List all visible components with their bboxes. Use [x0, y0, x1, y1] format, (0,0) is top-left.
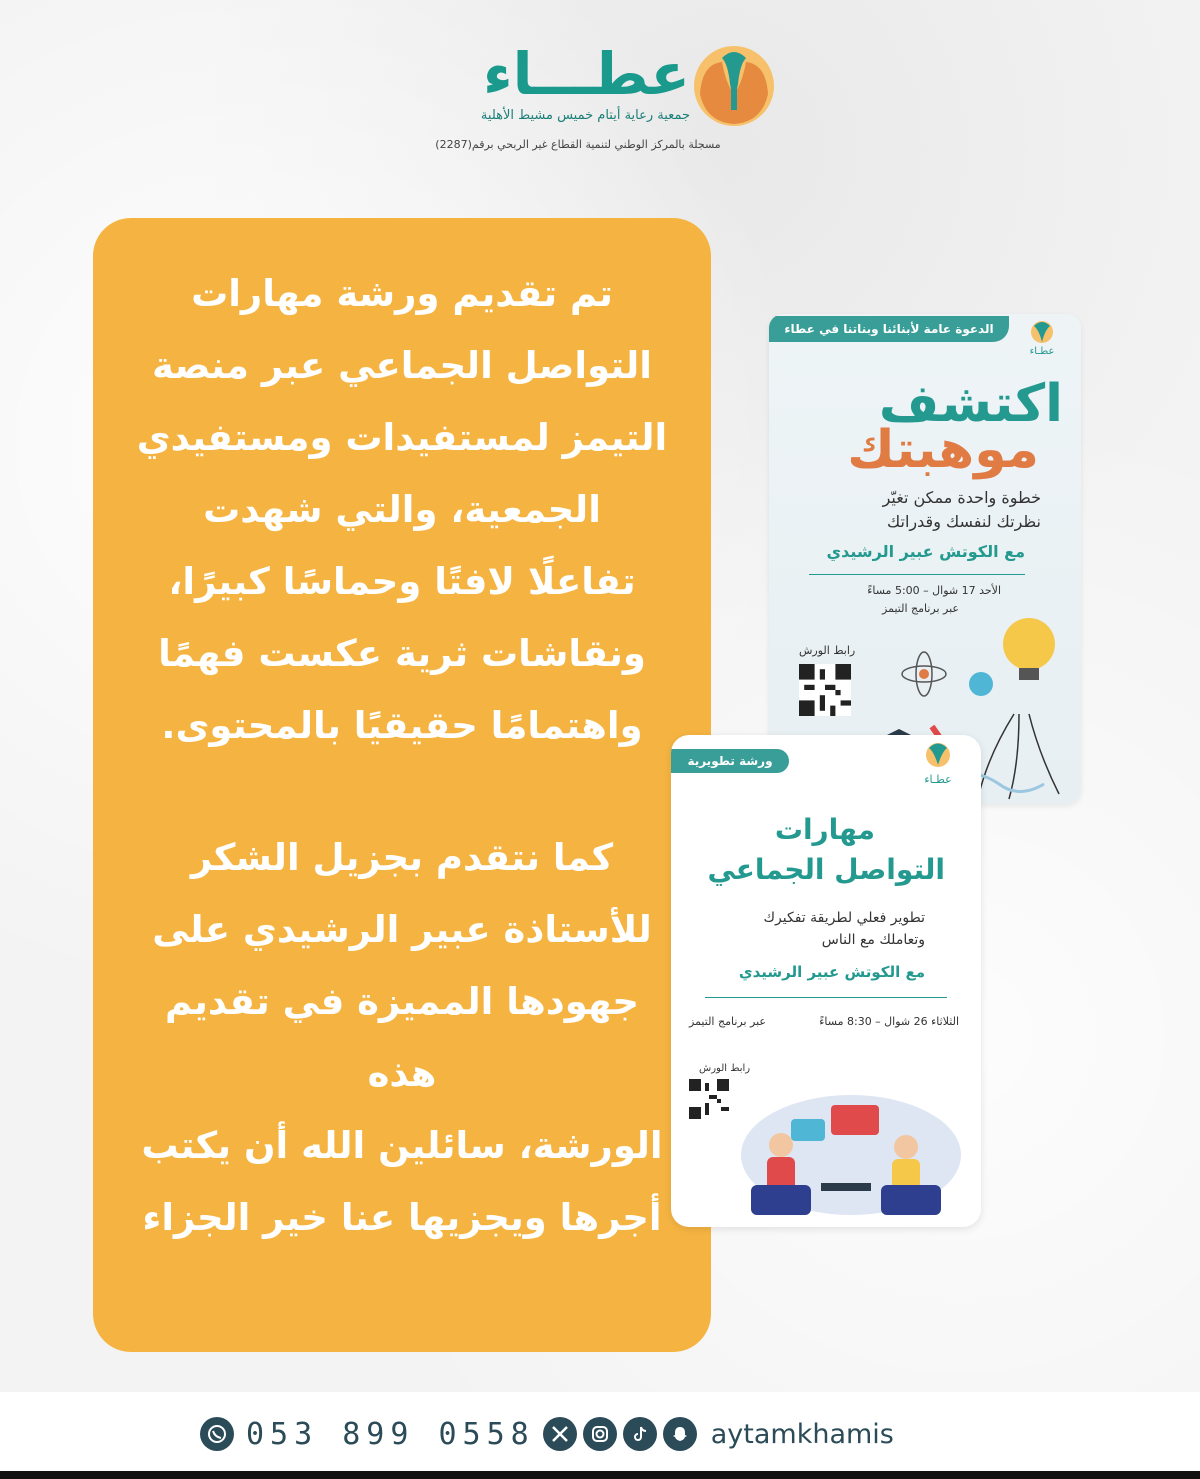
poster-discover-talent [769, 314, 1081, 804]
bottom-bar [0, 1471, 1200, 1479]
footer [0, 1392, 1200, 1479]
hands-logo-icon [692, 44, 776, 128]
tagline-line: تطوير فعلي لطريقة تفكيرك [763, 910, 925, 926]
text-line: أجرها ويجزيها عنا خير الجزاء [142, 1196, 662, 1239]
snapchat-icon[interactable] [663, 1417, 697, 1451]
header-logo [420, 40, 800, 160]
poster-badge: ورشة تطويرية [671, 749, 789, 773]
poster-communication-skills [671, 735, 981, 1227]
phone-number[interactable]: 053 899 0558 [246, 1416, 535, 1452]
announcement-text [133, 258, 671, 1254]
tagline-line: خطوة واحدة ممكن تغيّر [882, 488, 1041, 507]
tagline-line: نظرتك لنفسك وقدراتك [887, 512, 1041, 531]
text-line: كما نتقدم بجزيل الشكر [190, 836, 614, 879]
org-name: عطـــاء [482, 40, 690, 108]
text-line: الورشة، سائلين الله أن يكتب [141, 1124, 663, 1167]
x-icon[interactable] [543, 1417, 577, 1451]
poster-date: الثلاثاء 26 شوال – 8:30 مساءً [819, 1015, 959, 1028]
qr-label: رابط الورش [699, 1063, 751, 1074]
poster-title: التواصل الجماعي [707, 853, 945, 886]
poster-coach: مع الكوتش عبير الرشيدي [738, 963, 925, 981]
announcement-card [93, 218, 711, 1352]
qr-code-icon [689, 1079, 729, 1119]
poster-title: مهارات [774, 813, 875, 846]
poster-logo [1017, 318, 1067, 358]
divider [705, 997, 947, 998]
poster-logo [913, 739, 963, 789]
poster-date: الأحد 17 شوال – 5:00 مساءً [867, 584, 1001, 597]
hands-logo-icon [1017, 318, 1067, 358]
poster-title: موهبتك [847, 420, 1039, 480]
illustration-two-people-talking [731, 1055, 971, 1225]
poster-tagline [705, 907, 925, 951]
text-line: التيمز لمستفيدات ومستفيدي [136, 416, 668, 459]
text-line: جهودها المميزة في تقديم هذه [164, 980, 640, 1095]
poster-banner: الدعوة عامة لأبنائنا وبناتنا في عطاء [769, 316, 1009, 342]
poster-tagline [811, 486, 1041, 534]
poster-logo-text: عطـاء [1029, 346, 1055, 357]
registration-note: مسجلة بالمركز الوطني لتنمية القطاع غير الربحي برقم(2287) [435, 138, 721, 151]
tagline-line: وتعاملك مع الناس [821, 932, 925, 948]
text-line: التواصل الجماعي عبر منصة [152, 344, 652, 387]
text-line: تم تقديم ورشة مهارات [191, 272, 613, 315]
poster-platform: عبر برنامج التيمز [689, 1015, 766, 1028]
tiktok-icon[interactable] [623, 1417, 657, 1451]
instagram-icon[interactable] [583, 1417, 617, 1451]
divider [809, 574, 1025, 575]
text-line: واهتمامًا حقيقيًا بالمحتوى. [161, 704, 643, 747]
poster-platform: عبر برنامج التيمز [882, 602, 959, 615]
social-handle[interactable]: aytamkhamis [710, 1418, 894, 1450]
qr-label: رابط الورش [799, 644, 856, 657]
org-subtitle: جمعية رعاية أيتام خميس مشيط الأهلية [480, 108, 690, 123]
text-line: تفاعلًا لافتًا وحماسًا كبيرًا، [168, 560, 636, 603]
text-line: ونقاشات ثرية عكست فهمًا [158, 632, 646, 675]
poster-coach: مع الكوتش عبير الرشيدي [826, 542, 1025, 561]
hands-logo-icon [913, 739, 963, 789]
contact-row [200, 1414, 894, 1454]
poster-logo-text: عطـاء [924, 773, 952, 786]
whatsapp-icon[interactable] [200, 1417, 234, 1451]
qr-code-icon [799, 664, 851, 716]
text-line: للأستاذة عبير الرشيدي على [152, 908, 652, 951]
poster-title: اكتشف [878, 374, 1063, 434]
text-line: الجمعية، والتي شهدت [203, 488, 601, 531]
